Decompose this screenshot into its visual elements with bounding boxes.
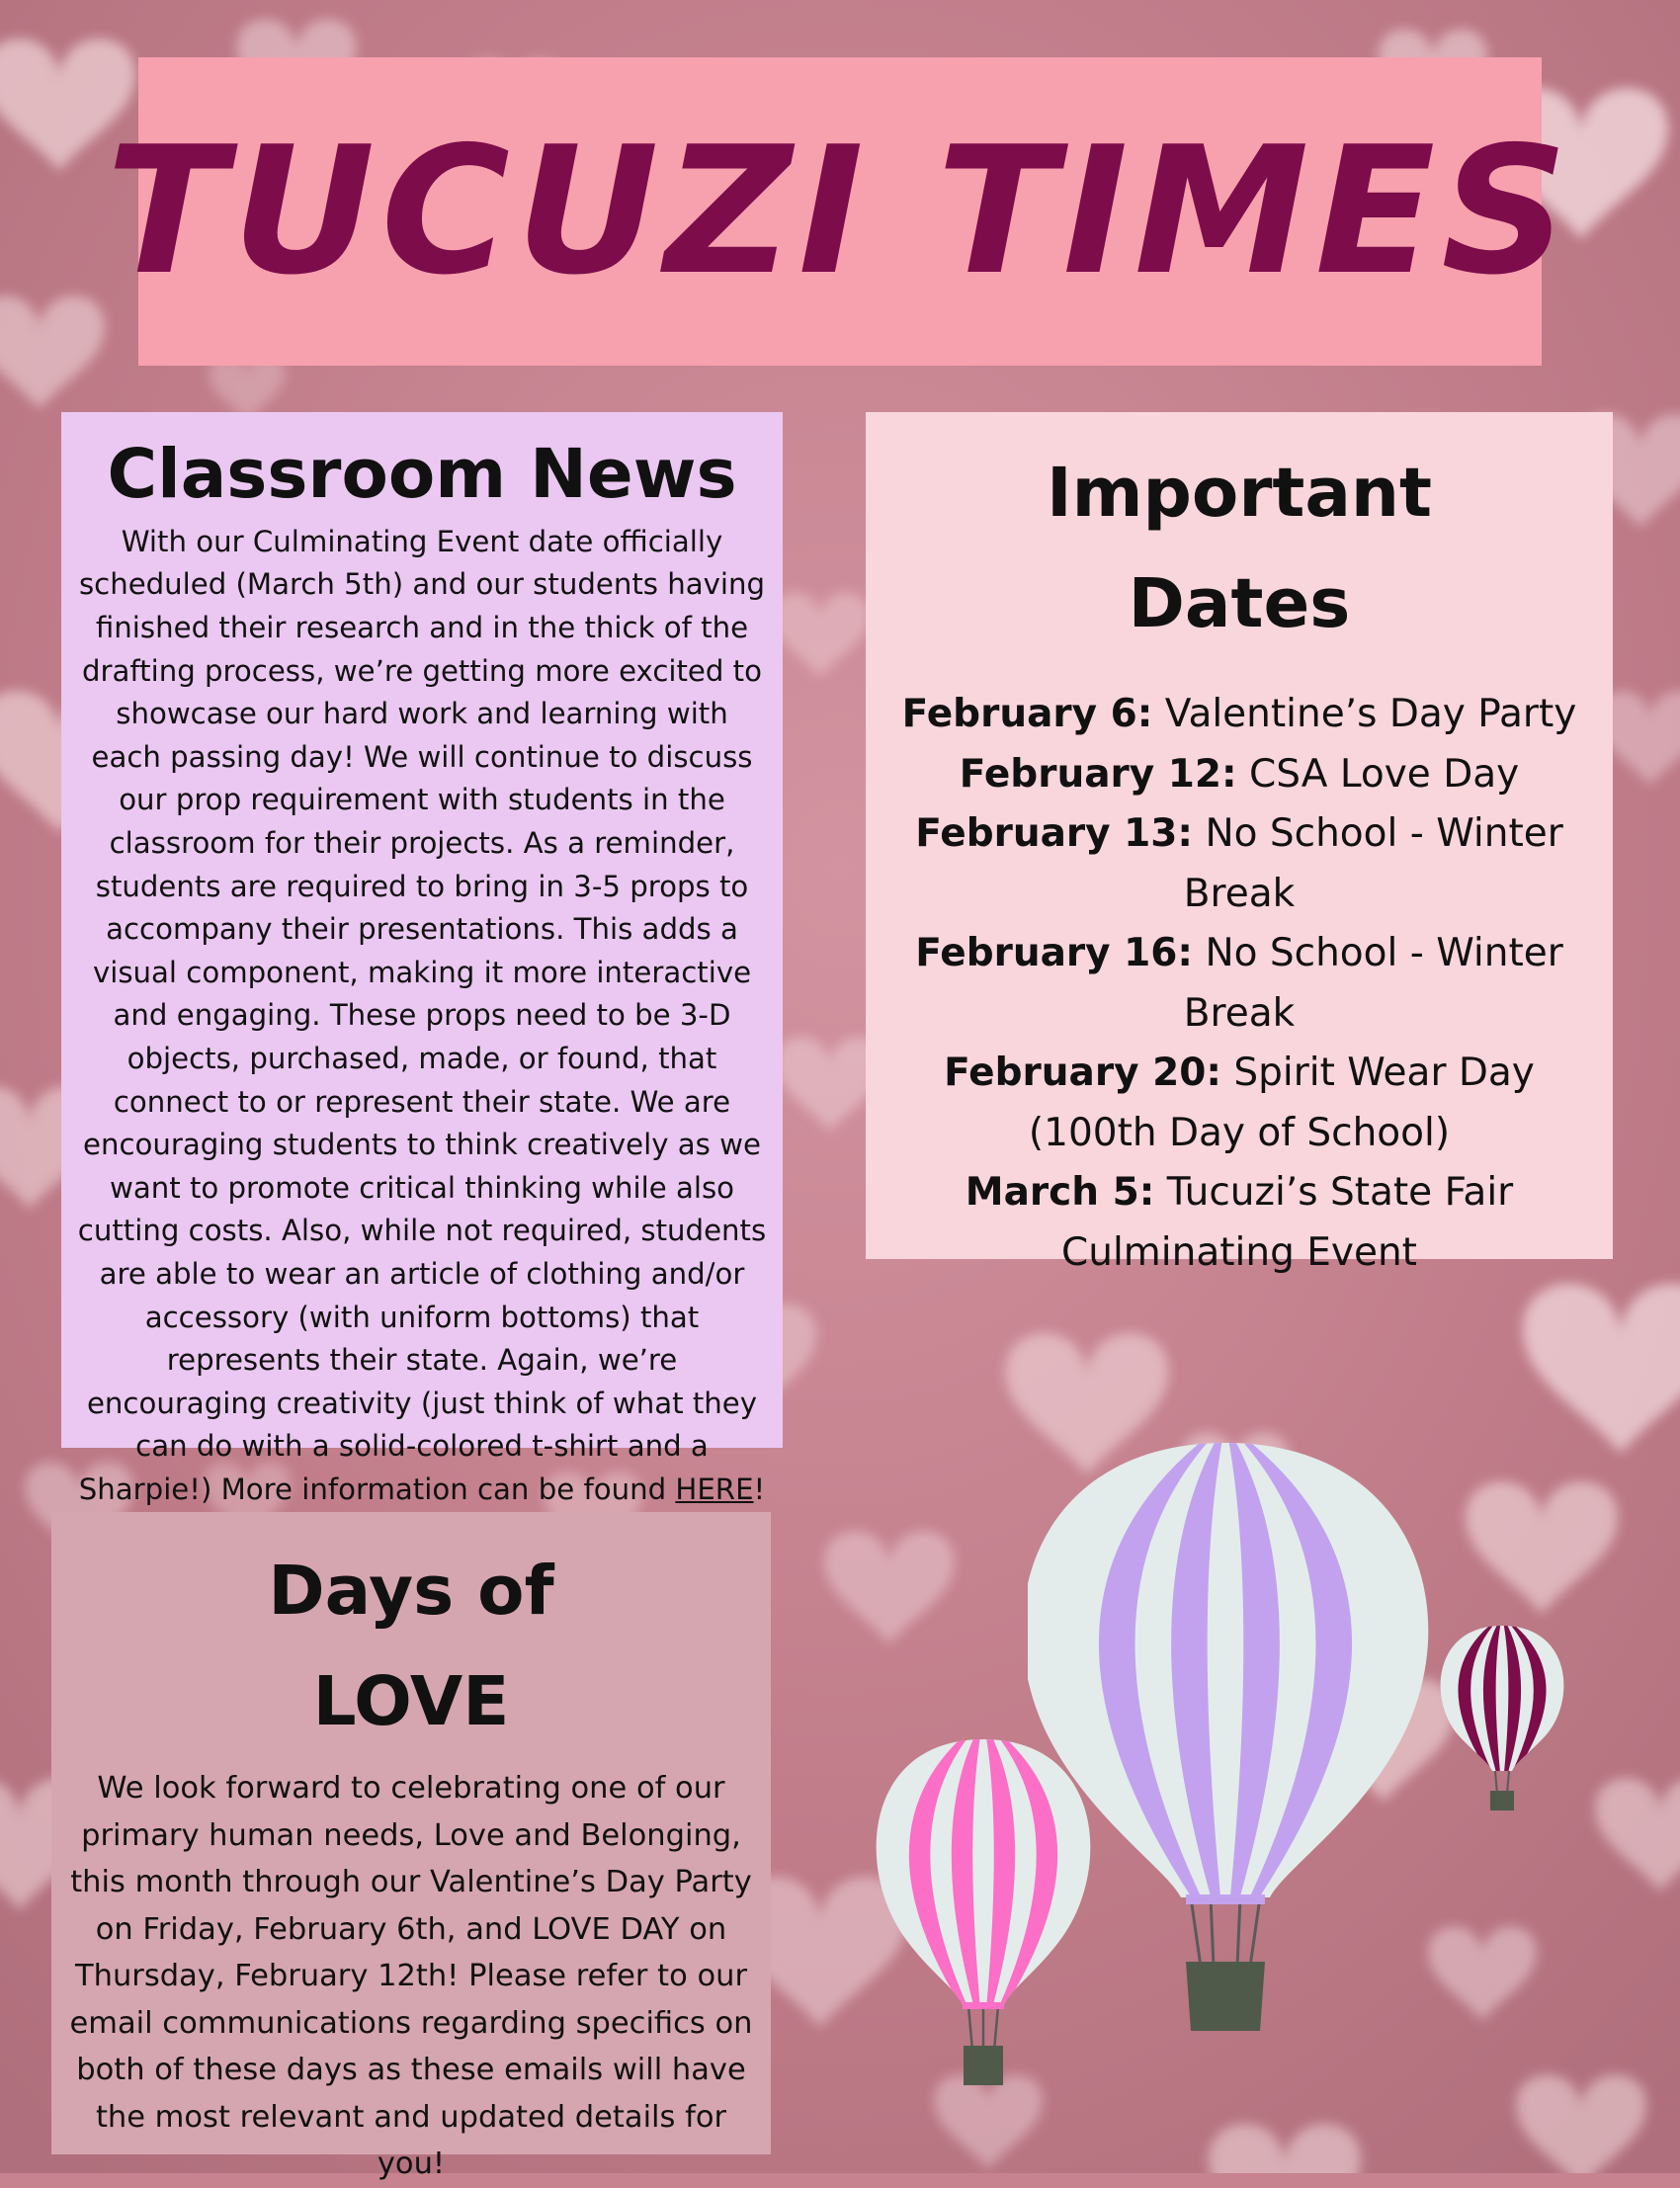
classroom-news-heading: Classroom News: [107, 435, 737, 514]
classroom-news-text: With our Culminating Event date officially scheduled (March 5th) and our students having finished their research and in the thick of the drafting process, we’re getting more excited to showcase our hard work and learning with each passing day! We will continue to discuss our prop requirement with students in the classroom for their projects. As a reminder, students are required to bring in 3-5 props to accompany their presentations. This adds a visual component, making it more interactive and engaging. These props need to be 3-D objects, purchased, made, or found, that connect to or represent their state. We are encouraging students to think creatively as we want to promote critical thinking while also cutting costs. Also, while not required, students are able to wear an article of clothing and/or accessory (with uniform bottoms) that represents their state. Again, we’re encouraging creativity (just think of what they can do with a solid-colored t-shirt and a Sharpie!) More information can be found: [77, 524, 767, 1506]
heading-line: Important: [1046, 454, 1433, 533]
heading-line: Days of: [268, 1552, 554, 1631]
balloon-small: [1423, 1616, 1581, 1810]
important-dates-heading: [880, 438, 1599, 659]
date-item: [880, 685, 1599, 745]
balloon-large: [1028, 1423, 1482, 2031]
date-event: No School - Winter Break: [1183, 931, 1563, 1036]
date-label: February 20:: [944, 1051, 1221, 1095]
date-event: Valentine’s Day Party: [1152, 692, 1577, 736]
heading-line: Dates: [1128, 564, 1351, 643]
date-item: [880, 1044, 1599, 1163]
classroom-news-body: [77, 521, 767, 1512]
date-label: March 5:: [965, 1170, 1155, 1215]
heading-line: LOVE: [312, 1662, 510, 1741]
newsletter-title: TUCUZI TIMES: [106, 109, 1574, 313]
date-label: February 16:: [915, 931, 1194, 975]
date-label: February 12:: [959, 751, 1237, 797]
classroom-news-end: !: [753, 1472, 766, 1506]
days-of-love-heading: [61, 1536, 761, 1757]
classroom-news-panel: [61, 412, 783, 1506]
date-event: No School - Winter Break: [1183, 811, 1563, 916]
days-of-love-body: We look forward to celebrating one of our primary human needs, Love and Belonging, this month through our Valentine’s Day Party on Friday, February 6th, and LOVE DAY on Thursday, February 12th! Please refer to our email communications regarding specifics on both of these days as these emails will have the most relevant and updated details for you!: [69, 1771, 753, 2181]
date-label: February 6:: [901, 692, 1153, 736]
more-info-link[interactable]: HERE: [675, 1472, 754, 1506]
dates-list: [880, 685, 1599, 1283]
hot-air-balloons-illustration: [850, 1403, 1601, 2154]
masthead: [106, 57, 1574, 366]
date-item: [880, 924, 1599, 1044]
date-label: February 13:: [915, 811, 1194, 856]
date-item: [880, 804, 1599, 924]
important-dates-panel: [866, 412, 1613, 1275]
date-event: CSA Love Day: [1236, 751, 1520, 797]
date-item: [880, 1163, 1599, 1283]
days-of-love-panel: [51, 1512, 771, 2181]
date-item: [880, 745, 1599, 805]
date-event: Spirit Wear Day (100th Day of School): [1028, 1051, 1535, 1155]
date-event: Tucuzi’s State Fair Culminating Event: [1061, 1170, 1514, 1275]
